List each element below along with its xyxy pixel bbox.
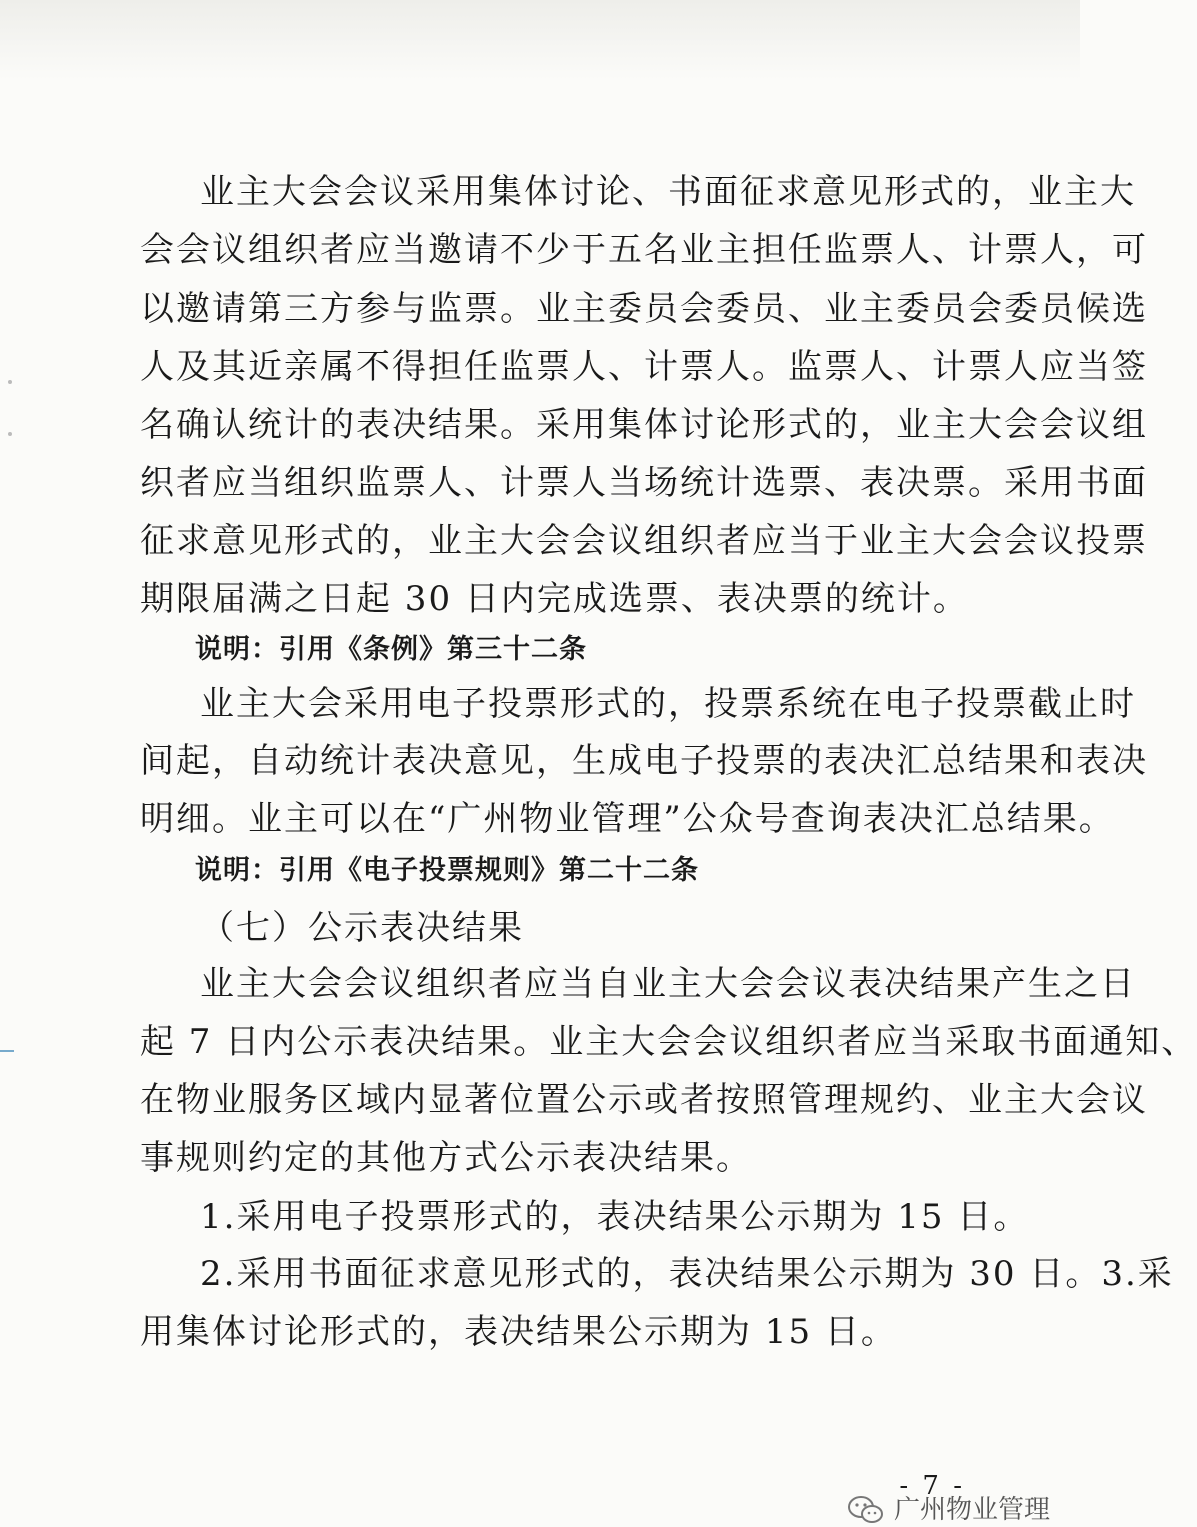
paragraph-line: 事规则约定的其他方式公示表决结果。 [140,1138,752,1178]
account-watermark [846,1494,1050,1526]
page-number: - 7 - [899,1471,965,1501]
list-item: 1.采用电子投票形式的，表决结果公示期为 15 日。 [200,1197,1030,1237]
scan-edge [0,1050,14,1052]
paragraph-line: 以邀请第三方参与监票。业主委员会委员、业主委员会委员候选 [140,289,1148,329]
paragraph-line: 征求意见形式的，业主大会会议组织者应当于业主大会会议投票 [140,521,1148,561]
paragraph-line: 明细。业主可以在“广州物业管理”公众号查询表决汇总结果。 [140,799,1115,839]
paragraph-line: 业主大会会议采用集体讨论、书面征求意见形式的，业主大 [200,172,1136,212]
paragraph-line: 人及其近亲属不得担任监票人、计票人。监票人、计票人应当签 [140,347,1148,387]
citation-note: 说明：引用《条例》第三十二条 [195,634,587,665]
citation-note: 说明：引用《电子投票规则》第二十二条 [195,855,699,886]
section-heading: （七）公示表决结果 [200,908,524,948]
wechat-icon [846,1494,886,1526]
list-item: 用集体讨论形式的，表决结果公示期为 15 日。 [140,1312,897,1352]
paragraph-line: 业主大会会议组织者应当自业主大会会议表决结果产生之日 [200,964,1136,1004]
paragraph-line: 织者应当组织监票人、计票人当场统计选票、表决票。采用书面 [140,463,1148,503]
watermark-text: 广州物业管理 [893,1495,1050,1525]
paragraph-line: 期限届满之日起 30 日内完成选票、表决票的统计。 [140,579,969,619]
paragraph-line: 会会议组织者应当邀请不少于五名业主担任监票人、计票人，可 [140,230,1148,270]
paragraph-line: 业主大会采用电子投票形式的，投票系统在电子投票截止时 [200,684,1136,724]
paragraph-line: 间起，自动统计表决意见，生成电子投票的表决汇总结果和表决 [140,741,1148,781]
scan-speck [8,380,12,384]
list-item: 2.采用书面征求意见形式的，表决结果公示期为 30 日。3.采 [200,1254,1174,1294]
scan-speck [8,432,12,436]
scan-shadow [0,0,1080,80]
paragraph-line: 在物业服务区域内显著位置公示或者按照管理规约、业主大会议 [140,1080,1148,1120]
paragraph-line: 起 7 日内公示表决结果。业主大会会议组织者应当采取书面通知、 [140,1022,1197,1062]
paragraph-line: 名确认统计的表决结果。采用集体讨论形式的，业主大会会议组 [140,405,1148,445]
